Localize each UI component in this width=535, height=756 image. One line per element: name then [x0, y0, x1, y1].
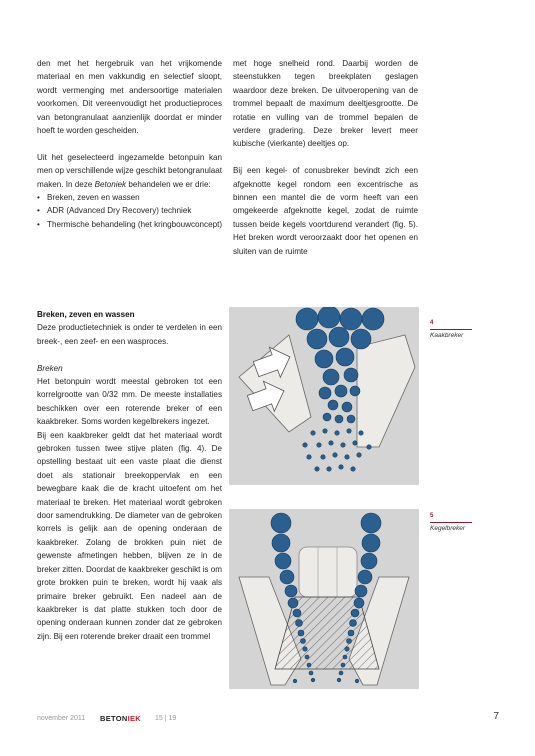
- list-item: • ADR (Advanced Dry Recovery) techniek: [37, 204, 222, 217]
- caption-rule: [430, 522, 472, 523]
- particle: [293, 679, 297, 683]
- particle: [309, 671, 313, 675]
- particle: [345, 455, 349, 459]
- particle: [347, 429, 351, 433]
- particle: [288, 598, 298, 608]
- particle: [321, 455, 325, 459]
- particle: [341, 663, 345, 667]
- particle: [340, 308, 362, 330]
- cone-crusher-illustration: [229, 509, 419, 689]
- particle: [351, 467, 355, 471]
- particle: [275, 553, 291, 569]
- particle: [353, 441, 357, 445]
- figure-number: 5: [430, 513, 434, 519]
- particle: [335, 385, 347, 397]
- paragraph-cone: Bij een kegel- of conusbreker bevindt zich een afgeknotte kegel rondom een excentrische as binnen een mantel die de vorm heeft van een omgekeerde afgeknotte kegel, zodat de ruimte tussen beide kegels voortdurend verandert (fig. 5). Het breken wordt veroorzaakt door het openen en sluiten van de ruimte: [233, 166, 418, 256]
- particle: [339, 671, 343, 675]
- particle: [305, 655, 309, 659]
- figure-number: 4: [430, 320, 434, 326]
- particle: [362, 534, 380, 552]
- particle: [347, 639, 352, 644]
- particle: [317, 443, 321, 447]
- particle: [333, 453, 337, 457]
- cone: [275, 597, 379, 669]
- particle: [315, 467, 319, 471]
- figure-cone-crusher: [229, 509, 419, 689]
- particle: [323, 369, 339, 385]
- particle: [335, 431, 339, 435]
- particle: [311, 431, 315, 435]
- particle: [318, 307, 340, 328]
- page-footer: [37, 713, 499, 727]
- particle: [329, 441, 333, 445]
- figure-caption-text: Kegelbreker: [430, 525, 466, 532]
- page-number: 7: [493, 711, 499, 722]
- particle: [303, 443, 307, 447]
- magazine-name: Betoniek: [94, 179, 127, 189]
- particle: [319, 387, 331, 399]
- particle: [311, 678, 315, 682]
- particle: [301, 639, 306, 644]
- particle: [335, 415, 343, 423]
- particle: [280, 570, 294, 584]
- caption-rule: [430, 329, 472, 330]
- figure-caption-text: Kaakbreker: [430, 332, 464, 339]
- particle: [350, 620, 357, 627]
- particle: [345, 647, 349, 651]
- particle: [298, 630, 304, 636]
- particle: [329, 327, 349, 347]
- issue-date: november 2011: [37, 715, 86, 722]
- paragraph-jaw-crusher: Bij een kaakbreker geldt dat het materiaal wordt gebroken tussen twee stijve platen (fig. 4). De opstelling bestaat uit een vaste plaat die dienst doet als stationair breekoppervlak en een bewegbare kaak die de kracht uitoefent om het materiaal te breken. Het materiaal wordt gebroken door samendrukking. De diameter van de gebroken korrels is gelijk aan de opening onderaan de kaakbreker. Zolang de brokken puin niet de gewenste afmetingen hebben, blijven ze in de breker zitten. Doordat de kaakbreker geschikt is om grote brokken puin te breken, wordt hij vaak als primaire breker gebruikt. Een nadeel aan de kaakbreker is dat platte stukken toch door de opening onderaan kunnen zonder dat ze gebroken zijn. Bij een roterende breker draait een trommel: [37, 430, 222, 641]
- particle: [355, 585, 367, 597]
- particle: [344, 368, 358, 382]
- particle: [350, 386, 360, 396]
- left-column-bottom: [37, 308, 222, 643]
- particle: [272, 534, 290, 552]
- right-column-top: [233, 57, 418, 258]
- particle: [358, 570, 372, 584]
- particle: [296, 308, 318, 330]
- list-item: • Breken, zeven en wassen: [37, 191, 222, 204]
- figure-5-caption: [430, 513, 500, 533]
- particle: [307, 455, 311, 459]
- shaft: [299, 547, 357, 597]
- particle: [296, 620, 303, 627]
- particle: [355, 679, 359, 683]
- section-heading: Breken, zeven en wassen: [37, 310, 135, 319]
- paragraph-drum: met hoge snelheid rond. Daarbij worden de steenstukken tegen breekplaten geslagen waardoor deze breken. De uitvoeropening van de trommel bepaalt de maximum deeltjesgrootte. De rotatie en vulling van de trommel bepalen de verdere gradering. Deze breker levert meer kubische (vierkante) deeltjes op.: [233, 59, 418, 149]
- figure-jaw-crusher: [229, 307, 419, 485]
- particle: [307, 663, 311, 667]
- particle: [359, 431, 363, 435]
- particle: [337, 678, 341, 682]
- list-item: • Thermische behandeling (het kringbouwconcept): [37, 218, 222, 231]
- particle: [361, 513, 381, 533]
- particle: [357, 453, 361, 457]
- particle: [271, 513, 291, 533]
- particle: [348, 630, 354, 636]
- particle: [347, 415, 355, 423]
- particle: [315, 350, 333, 368]
- issue-number: 15 | 19: [155, 715, 177, 722]
- paragraph-intro: den met het hergebruik van het vrijkomende materiaal en men vakkundig en selectief sloopt, wordt vermenging met andersoortige materialen voorkomen. Dit vereenvoudigt het productieproces van betongranulaat aanzienlijk doordat er minder hoeft te worden gescheiden.: [37, 59, 222, 136]
- left-column-top: [37, 57, 222, 231]
- particle: [336, 348, 354, 366]
- figure-4-caption: [430, 320, 500, 340]
- subsection-heading: Breken: [37, 363, 63, 373]
- particle: [328, 400, 338, 410]
- particle: [351, 329, 371, 349]
- jaw-crusher-illustration: [229, 307, 419, 485]
- particle: [285, 585, 297, 597]
- particle: [354, 598, 364, 608]
- particle: [343, 655, 347, 659]
- particle: [327, 467, 331, 471]
- particle: [303, 647, 307, 651]
- particle: [342, 402, 352, 412]
- particle: [367, 445, 371, 449]
- particle: [361, 553, 377, 569]
- particle: [351, 609, 359, 617]
- paragraph-breaking: Het betonpuin wordt meestal gebroken tot een korrelgrootte van 0/32 mm. De meeste installaties beschikken over een roterende breker of een kaakbreker. Soms worden kegelbrekers ingezet.: [37, 377, 222, 427]
- paragraph-methods: Uit het geselecteerd ingezamelde betonpuin kan men op verschillende wijze geschikt betongranulaat maken. In deze Betoniek behandelen we er drie:: [37, 152, 222, 189]
- particle: [362, 308, 384, 330]
- fixed-plate: [357, 335, 415, 447]
- methods-list: [37, 191, 222, 231]
- particle: [323, 413, 331, 421]
- particle: [339, 465, 343, 469]
- particle: [307, 329, 327, 349]
- particle: [341, 443, 345, 447]
- magazine-logo: BETONIEK: [100, 714, 142, 723]
- section-intro: Deze productietechniek is onder te verdelen in een breek-, een zeef- en een wasproces.: [37, 323, 222, 346]
- particle: [293, 609, 301, 617]
- particle: [323, 429, 327, 433]
